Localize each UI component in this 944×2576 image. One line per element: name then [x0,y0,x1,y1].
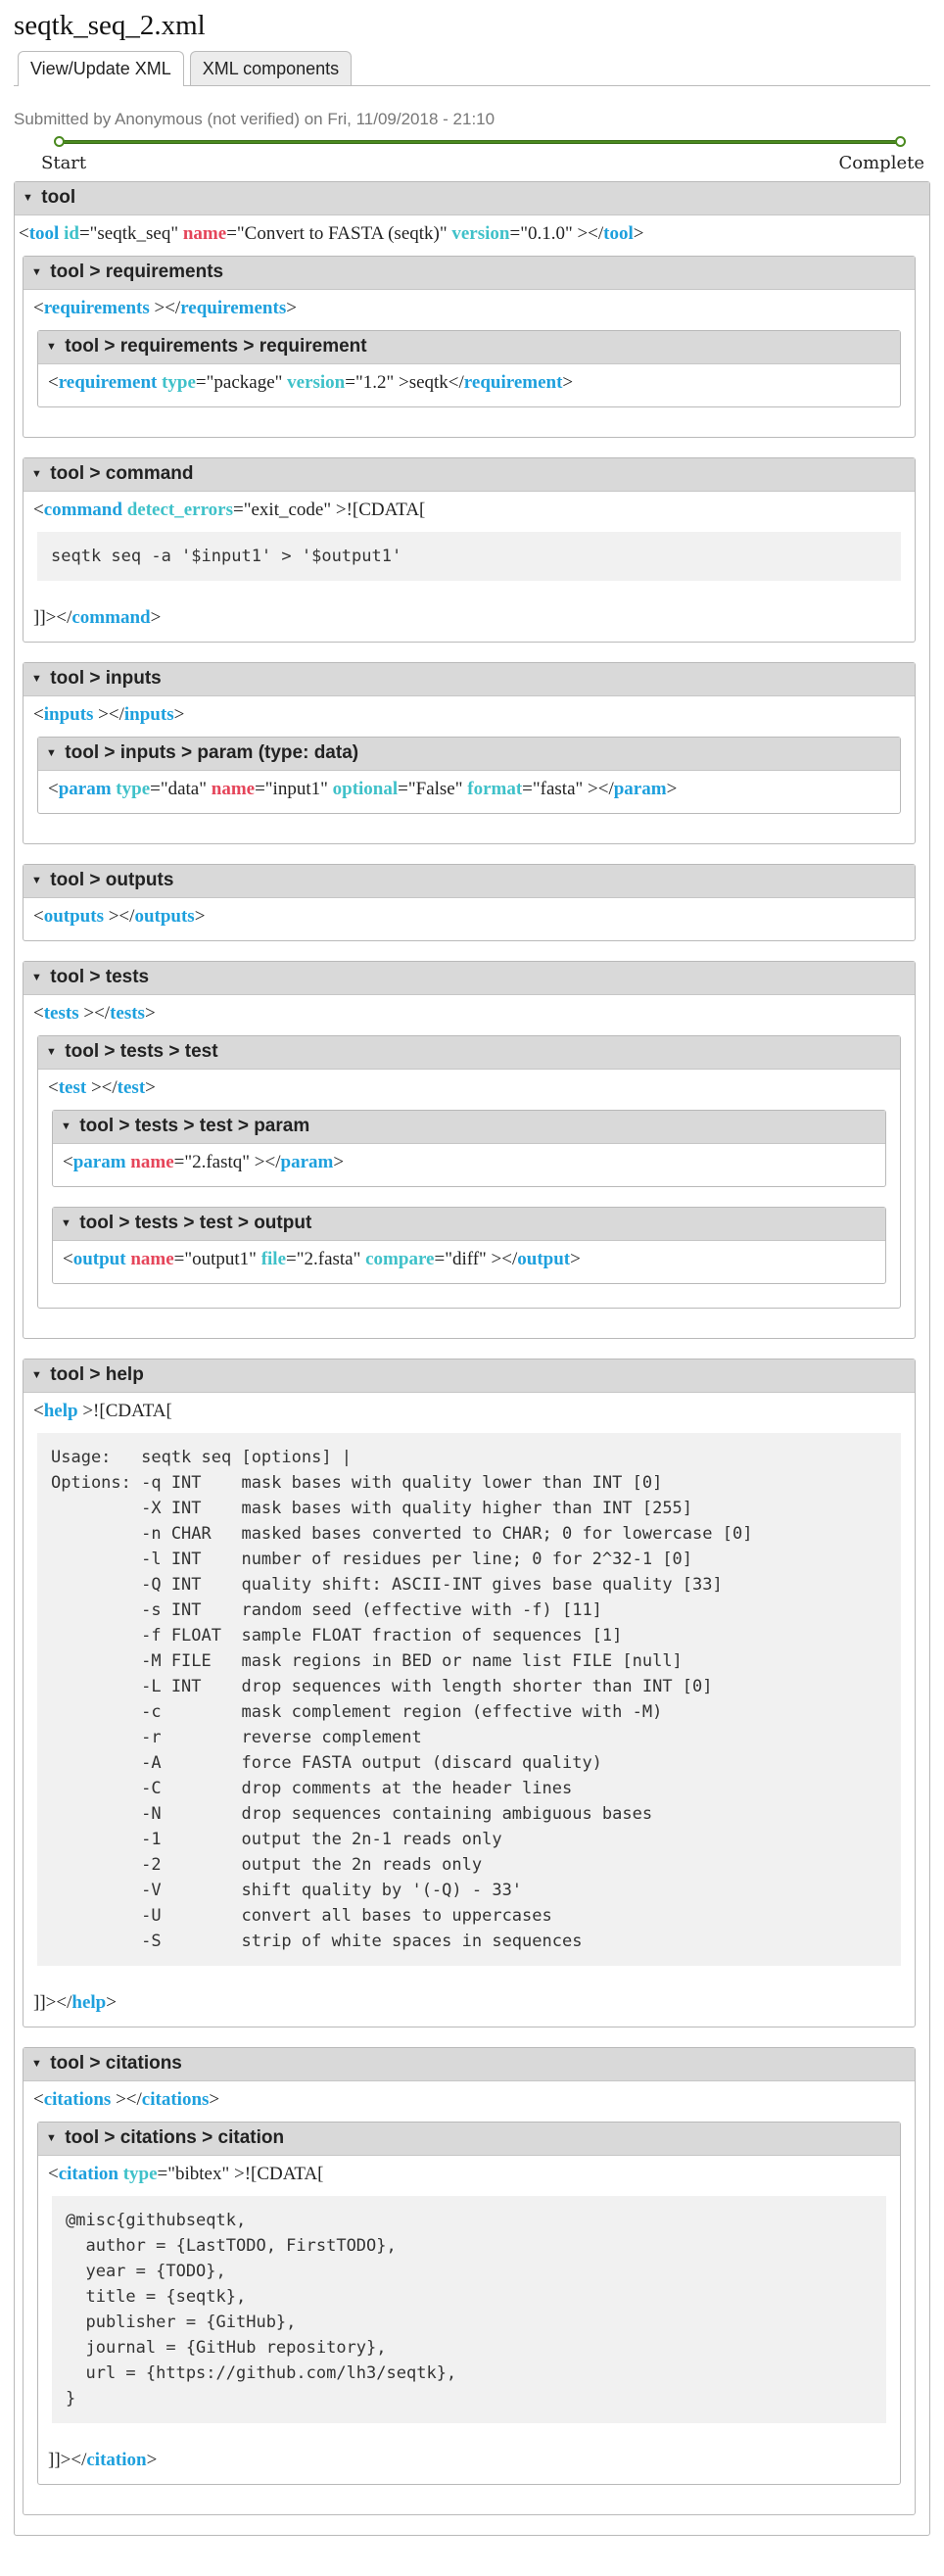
xml-line-test: <test ></test> [48,1077,156,1098]
section-header-requirement[interactable]: ▼ tool > requirements > requirement [38,331,900,364]
xml-line-command: <command detect_errors="exit_code" >![CDATA[ [33,500,426,520]
progress-start-label: Start [41,153,87,173]
collapse-caret-icon: ▼ [31,467,42,480]
xml-line-help-close: ]]></help> [33,1992,117,2013]
xml-line-requirements: <requirements ></requirements> [33,298,297,318]
section-input-param [37,737,901,814]
citation-code-block: @misc{githubseqtk, author = {LastTODO, FirstTODO}, year = {TODO}, title = {seqtk}, publisher = {GitHub}, journal = {GitHub repository}, url = {https://github.com/lh3/seqtk}, } [52,2196,886,2423]
collapse-caret-icon: ▼ [31,971,42,983]
section-tool [14,181,930,2536]
section-test-param [52,1110,886,1187]
progress-end-dot [895,136,906,147]
xml-line-citation: <citation type="bibtex" >![CDATA[ [48,2164,324,2184]
xml-line-requirement: <requirement type="package" version="1.2" >seqtk</requirement> [48,372,574,393]
collapse-caret-icon: ▼ [61,1216,71,1229]
collapse-caret-icon: ▼ [31,265,42,278]
section-test [37,1035,901,1309]
section-header-test-output[interactable]: ▼ tool > tests > test > output [53,1208,885,1241]
section-citations [23,2047,916,2515]
collapse-caret-icon: ▼ [31,1368,42,1381]
xml-line-test-output: <output name="output1" file="2.fasta" compare="diff" ></output> [63,1249,581,1269]
section-header-help[interactable]: ▼ tool > help [24,1360,915,1393]
section-tests [23,961,916,1339]
section-inputs [23,662,916,844]
section-requirements [23,256,916,438]
section-test-output [52,1207,886,1284]
xml-line-tool: <tool id="seqtk_seq" name="Convert to FASTA (seqtk)" version="0.1.0" ></tool> [19,223,644,244]
section-command [23,457,916,643]
xml-line-citation-close: ]]></citation> [48,2450,158,2470]
collapse-caret-icon: ▼ [46,746,57,759]
tab-bar [14,50,930,86]
progress-track [59,140,901,144]
section-header-command[interactable]: ▼ tool > command [24,458,915,492]
xml-line-inputs: <inputs ></inputs> [33,704,185,725]
collapse-caret-icon: ▼ [46,340,57,353]
xml-line-help: <help >![CDATA[ [33,1401,172,1421]
section-outputs [23,864,916,941]
section-header-input-param[interactable]: ▼ tool > inputs > param (type: data) [38,738,900,771]
section-header-requirements[interactable]: ▼ tool > requirements [24,257,915,290]
collapse-caret-icon: ▼ [46,2131,57,2144]
xml-line-tests: <tests ></tests> [33,1003,156,1024]
command-code-block: seqtk seq -a '$input1' > '$output1' [37,532,901,581]
section-header-tool[interactable]: ▼ tool [15,182,929,215]
submitted-info: Submitted by Anonymous (not verified) on Fri, 11/09/2018 - 21:10 [14,110,496,128]
xml-line-command-close: ]]></command> [33,607,162,628]
xml-line-outputs: <outputs ></outputs> [33,906,206,927]
progress-end-label: Complete [838,153,924,173]
progress-labels [41,153,924,173]
tab-view-update-xml[interactable]: View/Update XML [18,51,184,86]
help-code-block: Usage: seqtk seq [options] | Options: -q INT mask bases with quality lower than INT [0] -X INT mask bases with quality higher than INT [255] -n CHAR masked bases converted to CHAR; 0 for lowercase [0] -l INT number of residues per line; 0 for 2^32-1 [0] -Q INT quality shift: ASCII-INT gives base quality [33] -s INT random seed (effective with -f) [11] -f FLOAT sample FLOAT fraction of sequences [1] -M FILE mask regions in BED or name list FILE [null] -L INT drop sequences with length shorter than INT [0] -c mask complement region (effective with -M) -r reverse complement -A force FASTA output (discard quality) -C drop comments at the header lines -N drop sequences containing ambiguous bases -1 output the 2n-1 reads only -2 output the 2n reads only -V shift quality by '(-Q) - 33' -U convert all bases to uppercases -S strip of white spaces in sequences [37,1433,901,1966]
collapse-caret-icon: ▼ [23,191,33,204]
tab-xml-components[interactable]: XML components [190,51,352,85]
section-requirement [37,330,901,407]
section-help [23,1359,916,2027]
section-header-outputs[interactable]: ▼ tool > outputs [24,865,915,898]
progress-bar [59,135,901,149]
progress-start-dot [54,136,65,147]
section-header-citations[interactable]: ▼ tool > citations [24,2048,915,2081]
section-header-citation[interactable]: ▼ tool > citations > citation [38,2123,900,2156]
xml-line-citations: <citations ></citations> [33,2089,220,2110]
section-header-test-param[interactable]: ▼ tool > tests > test > param [53,1111,885,1144]
collapse-caret-icon: ▼ [46,1045,57,1058]
section-citation [37,2122,901,2485]
collapse-caret-icon: ▼ [61,1120,71,1132]
xml-line-input-param: <param type="data" name="input1" optional="False" format="fasta" ></param> [48,779,678,799]
collapse-caret-icon: ▼ [31,874,42,886]
collapse-caret-icon: ▼ [31,2057,42,2070]
page-title: seqtk_seq_2.xml [14,10,206,41]
section-header-inputs[interactable]: ▼ tool > inputs [24,663,915,696]
section-header-tests[interactable]: ▼ tool > tests [24,962,915,995]
section-body-tool [15,215,929,2535]
xml-line-test-param: <param name="2.fastq" ></param> [63,1152,345,1172]
collapse-caret-icon: ▼ [31,672,42,685]
section-header-test[interactable]: ▼ tool > tests > test [38,1036,900,1070]
